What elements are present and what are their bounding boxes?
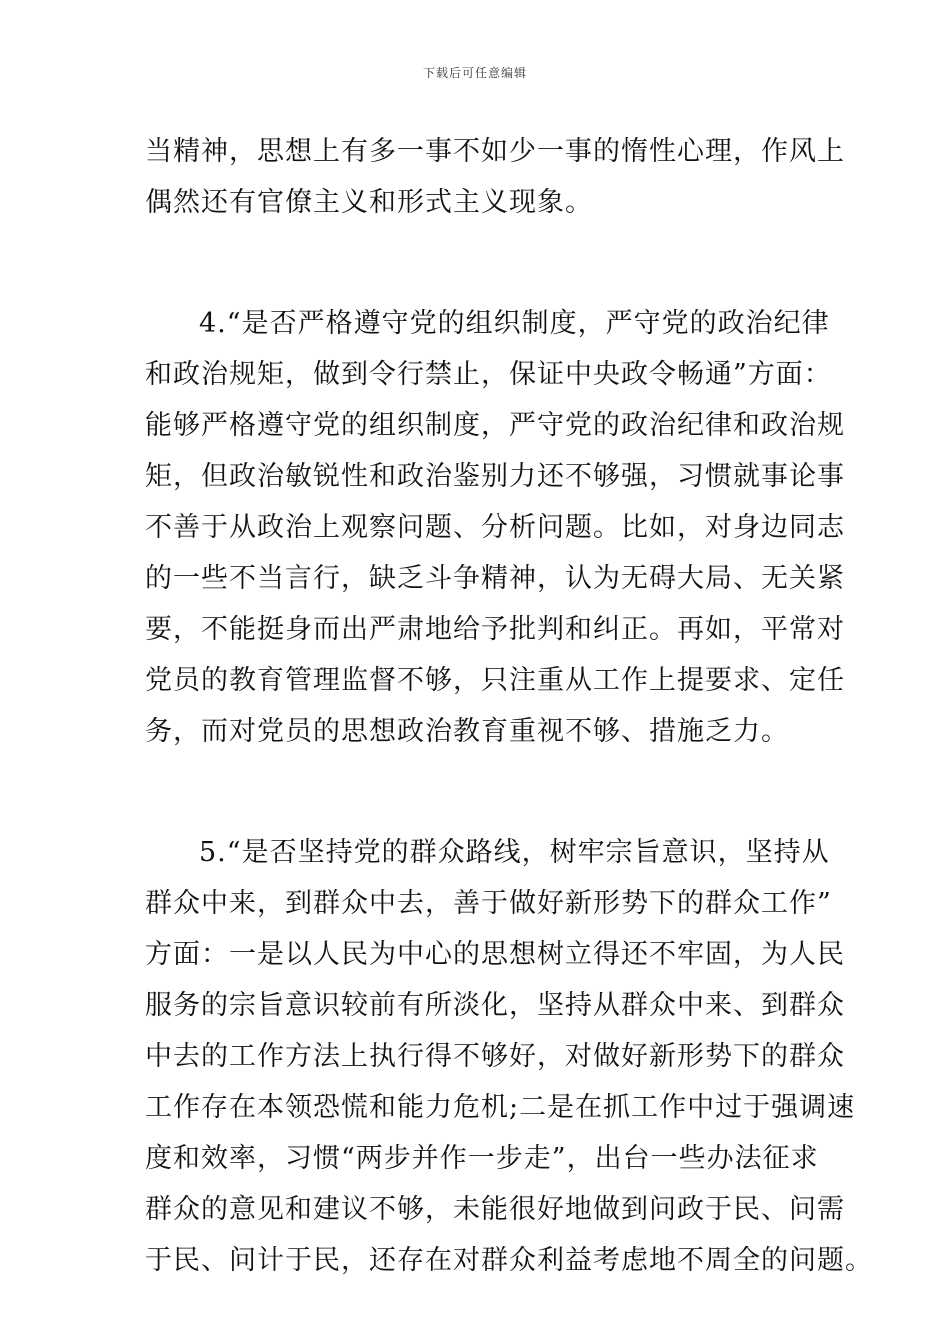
- text-line: 党员的教育管理监督不够，只注重从工作上提要求、定任: [145, 665, 845, 696]
- text-line: 能够严格遵守党的组织制度，严守党的政治纪律和政治规: [145, 410, 845, 441]
- text-line: 偶然还有官僚主义和形式主义现象。: [145, 187, 593, 218]
- paragraph-gap: [145, 228, 810, 298]
- text-line: 要，不能挺身而出严肃地给予批判和纠正。再如，平常对: [145, 614, 845, 645]
- document-body: [145, 126, 873, 1286]
- paragraph-item-4: [145, 298, 845, 757]
- text-line: 的一些不当言行，缺乏斗争精神，认为无碍大局、无关紧: [145, 563, 845, 594]
- paragraph-gap: [145, 757, 810, 827]
- text-line: 服务的宗旨意识较前有所淡化，坚持从群众中来、到群众: [145, 990, 845, 1021]
- text-line: 中去的工作方法上执行得不够好，对做好新形势下的群众: [145, 1041, 845, 1072]
- text-line: 工作存在本领恐慌和能力危机;二是在抓工作中过于强调速: [145, 1092, 856, 1123]
- paragraph-continuation: [145, 126, 845, 228]
- text-line: 和政治规矩，做到令行禁止，保证中央政令畅通”方面：: [145, 359, 832, 390]
- paragraph-item-5: [145, 827, 873, 1286]
- text-line: 不善于从政治上观察问题、分析问题。比如，对身边同志: [145, 512, 845, 543]
- page-header-note: 下载后可任意编辑: [422, 66, 527, 80]
- text-line: 当精神，思想上有多一事不如少一事的惰性心理，作风上: [145, 136, 845, 167]
- text-line: 方面：一是以人民为中心的思想树立得还不牢固，为人民: [145, 939, 845, 970]
- text-line-first: 5.“是否坚持党的群众路线，树牢宗旨意识，坚持从: [199, 837, 830, 868]
- text-line: 矩，但政治敏锐性和政治鉴别力还不够强，习惯就事论事: [145, 461, 845, 492]
- text-line: 度和效率，习惯“两步并作一步走”，出台一些办法征求: [145, 1143, 819, 1174]
- text-line: 于民、问计于民，还存在对群众利益考虑地不周全的问题。: [145, 1245, 873, 1276]
- text-line: 群众中来，到群众中去，善于做好新形势下的群众工作”: [145, 888, 832, 919]
- text-line: 务，而对党员的思想政治教育重视不够、措施乏力。: [145, 716, 789, 747]
- text-line-first: 4.“是否严格遵守党的组织制度，严守党的政治纪律: [199, 308, 830, 339]
- text-line: 群众的意见和建议不够，未能很好地做到问政于民、问需: [145, 1194, 845, 1225]
